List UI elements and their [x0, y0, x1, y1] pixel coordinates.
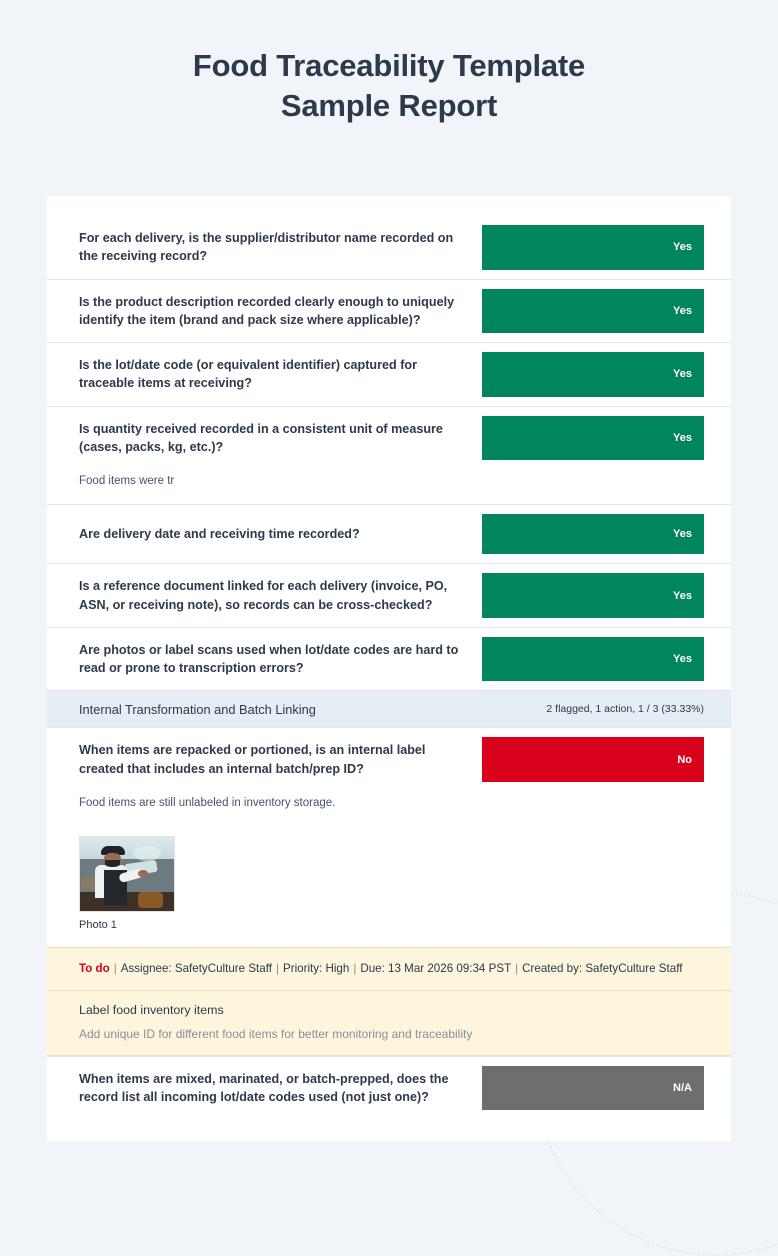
section-title: Internal Transformation and Batch Linking	[79, 701, 316, 717]
response-note: Food items are still unlabeled in inventory storage.	[79, 796, 336, 809]
question-text: Is quantity received recorded in a consistent unit of measure (cases, packs, kg, etc.)?	[79, 421, 443, 454]
answer-yes: Yes	[482, 225, 704, 270]
meta-separator: |	[515, 962, 519, 975]
page-title	[0, 0, 778, 125]
answer-yes: Yes	[482, 573, 704, 618]
question-text: Are photos or label scans used when lot/date codes are hard to read or prone to transcription errors?	[79, 642, 459, 675]
answer-yes: Yes	[482, 637, 704, 682]
action-title: Label food inventory items	[79, 1002, 224, 1017]
report-card	[47, 196, 731, 1141]
photo-thumbnail[interactable]	[79, 836, 175, 912]
question-row	[47, 279, 731, 343]
question-row	[47, 727, 731, 791]
section-header-row	[47, 690, 731, 727]
question-text: When items are mixed, marinated, or batch-prepped, does the record list all incoming lot/date codes used (not just one)?	[79, 1071, 449, 1105]
question-row	[47, 342, 731, 406]
page-title-line-2: Sample Report	[280, 87, 498, 123]
question-text: Is the lot/date code (or equivalent identifier) captured for traceable items at receiving?	[79, 358, 417, 391]
action-description: Add unique ID for different food items for better monitoring and traceability	[79, 1026, 473, 1041]
action-assignee: Assignee: SafetyCulture Staff	[120, 962, 272, 975]
meta-separator: |	[113, 962, 117, 975]
action-meta	[47, 948, 731, 991]
question-row	[47, 406, 731, 470]
question-row	[47, 563, 731, 627]
question-text: Is the product description recorded clearly enough to uniquely identify the item (brand and pack size where applicable)?	[79, 294, 455, 327]
question-row	[47, 1056, 731, 1120]
answer-yes: Yes	[482, 289, 704, 334]
meta-separator: |	[353, 962, 357, 975]
photo-shape-food	[138, 892, 162, 908]
photo-block	[47, 826, 731, 941]
meta-separator: |	[275, 962, 279, 975]
action-block	[47, 947, 731, 1056]
action-priority: Priority: High	[282, 962, 350, 975]
answer-no: No	[482, 737, 704, 782]
question-row	[47, 627, 731, 691]
photo-shape-beard	[105, 860, 120, 867]
answer-yes: Yes	[482, 416, 704, 461]
page-title-line-1: Food Traceability Template	[192, 48, 586, 83]
action-status-badge: To do	[79, 962, 110, 975]
question-text: Is a reference document linked for each delivery (invoice, PO, ASN, or receiving note), so records can be cross-checked?	[79, 579, 448, 612]
photo-shape-hand	[138, 870, 147, 877]
answer-yes: Yes	[482, 514, 704, 554]
question-text: For each delivery, is the supplier/distributor name recorded on the receiving record?	[79, 231, 454, 264]
photo-caption: Photo 1	[79, 919, 117, 931]
photo-shape-steam	[133, 846, 161, 861]
question-row	[47, 504, 731, 563]
question-text: When items are repacked or portioned, is an internal label created that includes an internal batch/prep ID?	[79, 743, 426, 776]
action-due-date: Due: 13 Mar 2026 09:34 PST	[360, 962, 512, 975]
section-stats: 2 flagged, 1 action, 1 / 3 (33.33%)	[546, 703, 704, 716]
question-text: Are delivery date and receiving time recorded?	[79, 527, 360, 542]
action-created-by: Created by: SafetyCulture Staff	[522, 962, 683, 975]
answer-na: N/A	[482, 1066, 704, 1111]
response-note: Food items were tr	[79, 475, 175, 487]
answer-yes: Yes	[482, 352, 704, 397]
question-row	[47, 216, 731, 279]
